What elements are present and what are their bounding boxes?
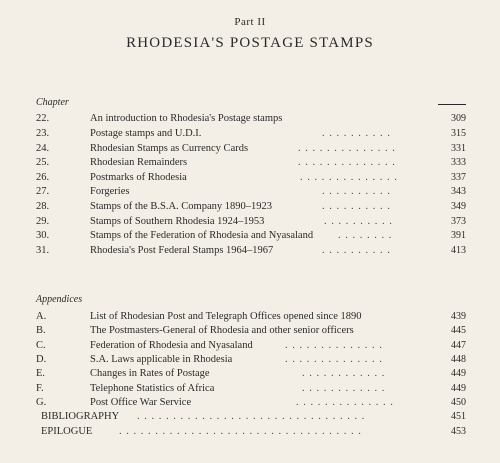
chapter-title: Stamps of Southern Rhodesia 1924–1953 — [90, 216, 265, 227]
page-title: RHODESIA'S POSTAGE STAMPS — [126, 35, 374, 51]
appendix-row[interactable] — [0, 311, 500, 324]
chapter-row[interactable] — [0, 157, 500, 170]
dot-leader: . . . . . . . . . . . . . . — [298, 143, 396, 154]
appendix-number: E. — [36, 368, 46, 379]
dot-leader: . . . . . . . . . . — [322, 245, 391, 256]
appendix-number: F. — [36, 383, 44, 394]
chapter-number: 31. — [36, 245, 50, 256]
chapter-number: 22. — [36, 113, 50, 124]
chapter-row[interactable] — [0, 143, 500, 156]
chapter-title: Postage stamps and U.D.I. — [90, 128, 202, 139]
appendix-page-number: 445 — [451, 325, 466, 336]
appendix-number: D. — [36, 354, 47, 365]
chapter-title: Forgeries — [90, 186, 130, 197]
dot-leader: . . . . . . . . — [338, 230, 393, 241]
back-matter-title: EPILOGUE — [41, 426, 93, 437]
appendix-page-number: 448 — [451, 354, 466, 365]
appendix-title: Federation of Rhodesia and Nyasaland — [90, 340, 253, 351]
chapter-number: 28. — [36, 201, 50, 212]
chapter-row[interactable] — [0, 201, 500, 214]
back-matter-row[interactable] — [0, 411, 500, 424]
dot-leader: . . . . . . . . . . . . . . — [285, 354, 383, 365]
chapter-number: 29. — [36, 216, 50, 227]
appendix-row[interactable] — [0, 368, 500, 381]
chapter-row[interactable] — [0, 216, 500, 229]
dot-leader: . . . . . . . . . . . . — [302, 383, 386, 394]
chapter-title: Rhodesian Stamps as Currency Cards — [90, 143, 249, 154]
dot-leader: . . . . . . . . . . . . . . . . . . . . . . . . . . . . . . . . . . — [119, 426, 362, 437]
chapter-page-number: 333 — [451, 157, 466, 168]
chapter-page-number: 343 — [451, 186, 466, 197]
appendix-title: Changes in Rates of Postage — [90, 368, 210, 379]
chapter-row[interactable] — [0, 186, 500, 199]
chapter-row[interactable] — [0, 245, 500, 258]
dot-leader: . . . . . . . . . . — [322, 128, 391, 139]
appendix-title: Telephone Statistics of Africa — [90, 383, 215, 394]
appendix-row[interactable] — [0, 383, 500, 396]
back-matter-page-number: 451 — [451, 411, 466, 422]
chapter-page-number: 309 — [451, 113, 466, 124]
back-matter-row[interactable] — [0, 426, 500, 439]
chapter-page-number: 331 — [451, 143, 466, 154]
appendix-page-number: 439 — [451, 311, 466, 322]
dot-leader: . . . . . . . . . . — [322, 186, 391, 197]
chapter-title: Stamps of the Federation of Rhodesia and Nyasaland — [90, 230, 314, 241]
chapter-page-number: 391 — [451, 230, 466, 241]
dot-leader: . . . . . . . . . . . . . . — [298, 157, 396, 168]
chapter-page-number: 315 — [451, 128, 466, 139]
appendix-page-number: 449 — [451, 383, 466, 394]
chapter-page-number: 349 — [451, 201, 466, 212]
appendix-row[interactable] — [0, 325, 500, 338]
chapter-row[interactable] — [0, 128, 500, 141]
appendix-row[interactable] — [0, 340, 500, 353]
chapter-label: Chapter — [36, 97, 69, 108]
chapter-number: 24. — [36, 143, 50, 154]
appendix-number: C. — [36, 340, 46, 351]
dot-leader: . . . . . . . . . . . . — [302, 368, 386, 379]
chapter-row[interactable] — [0, 172, 500, 185]
dot-leader: . . . . . . . . . . . . . . — [296, 397, 394, 408]
appendix-title: S.A. Laws applicable in Rhodesia — [90, 354, 233, 365]
chapter-row[interactable] — [0, 230, 500, 243]
chapter-title: Stamps of the B.S.A. Company 1890–1923 — [90, 201, 273, 212]
appendix-row[interactable] — [0, 397, 500, 410]
back-matter-title: BIBLIOGRAPHY — [41, 411, 120, 422]
chapter-number: 26. — [36, 172, 50, 183]
dot-leader: . . . . . . . . . . — [322, 201, 391, 212]
appendix-number: A. — [36, 311, 47, 322]
dot-leader: . . . . . . . . . . . . . . . . . . . . . . . . . . . . . . . . — [137, 411, 366, 422]
chapter-page-number: 373 — [451, 216, 466, 227]
appendix-row[interactable] — [0, 354, 500, 367]
appendix-page-number: 449 — [451, 368, 466, 379]
chapter-number: 23. — [36, 128, 50, 139]
appendix-number: G. — [36, 397, 47, 408]
chapter-number: 27. — [36, 186, 50, 197]
appendix-title: List of Rhodesian Post and Telegraph Offices opened since 1890 — [90, 311, 362, 322]
part-heading: Part II — [234, 16, 266, 28]
appendix-page-number: 447 — [451, 340, 466, 351]
chapter-page-number: 337 — [451, 172, 466, 183]
chapter-title: Postmarks of Rhodesia — [90, 172, 187, 183]
appendix-title: Post Office War Service — [90, 397, 192, 408]
dot-leader: . . . . . . . . . . . . . . — [285, 340, 383, 351]
dot-leader: . . . . . . . . . . . . . . — [300, 172, 398, 183]
dot-leader: . . . . . . . . . . — [324, 216, 393, 227]
chapter-number: 30. — [36, 230, 50, 241]
appendices-label: Appendices — [36, 294, 83, 305]
chapter-row[interactable] — [0, 113, 500, 126]
appendix-number: B. — [36, 325, 46, 336]
chapter-title: Rhodesian Remainders — [90, 157, 188, 168]
appendix-page-number: 450 — [451, 397, 466, 408]
appendix-title: The Postmasters-General of Rhodesia and other senior officers — [90, 325, 354, 336]
back-matter-page-number: 453 — [451, 426, 466, 437]
chapter-page-number: 413 — [451, 245, 466, 256]
page-column-rule — [438, 104, 466, 105]
chapter-title: Rhodesia's Post Federal Stamps 1964–1967 — [90, 245, 274, 256]
chapter-number: 25. — [36, 157, 50, 168]
chapter-title: An introduction to Rhodesia's Postage stamps — [90, 113, 283, 124]
